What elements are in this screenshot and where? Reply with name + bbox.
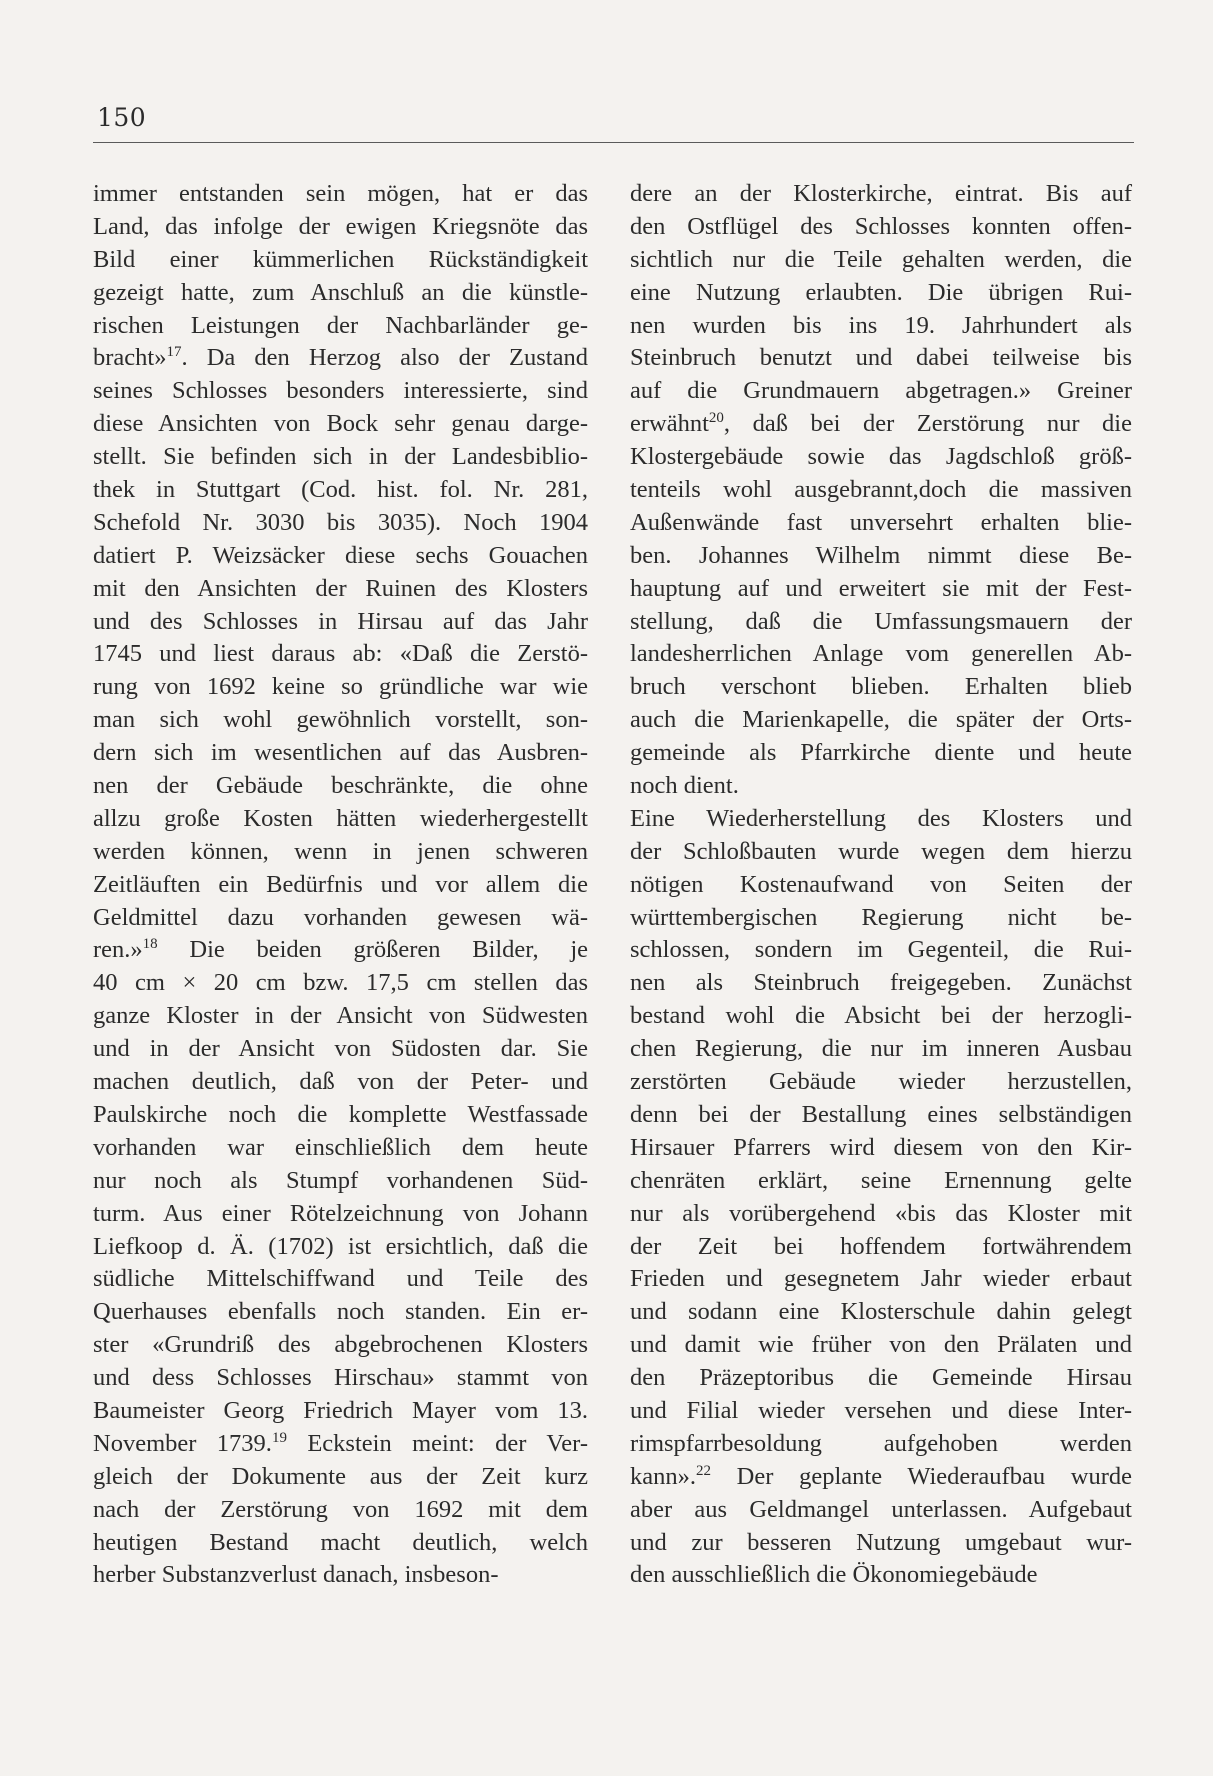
text-line: Geldmittel dazu vorhanden gewesen wä- bbox=[93, 903, 588, 931]
text-line: datiert P. Weizsäcker diese sechs Gouachen bbox=[93, 541, 588, 569]
text-line: werden können, wenn in jenen schweren bbox=[93, 837, 588, 865]
footnote-marker: 18 bbox=[142, 936, 158, 953]
text-line: Außenwände fast unversehrt erhalten blie- bbox=[630, 508, 1132, 536]
text-line: heutigen Bestand macht deutlich, welch bbox=[93, 1528, 588, 1556]
text-line: der Schloßbauten wurde wegen dem hierzu bbox=[630, 837, 1132, 865]
text-line: nen wurden bis ins 19. Jahrhundert als bbox=[630, 311, 1132, 339]
text-line: ben. Johannes Wilhelm nimmt diese Be- bbox=[630, 541, 1132, 569]
text-line: Liefkoop d. Ä. (1702) ist ersichtlich, daß die bbox=[93, 1232, 588, 1260]
text-line: und in der Ansicht von Südosten dar. Sie bbox=[93, 1035, 588, 1063]
text-line: nen als Steinbruch freigegeben. Zunächst bbox=[630, 969, 1132, 997]
text-line: stellung, daß die Umfassungsmauern der bbox=[630, 607, 1132, 635]
text-segment: Die beiden größeren Bilder, je bbox=[157, 936, 588, 964]
text-line bbox=[93, 934, 588, 967]
header-rule bbox=[93, 142, 1134, 143]
text-line: chen Regierung, die nur im inneren Ausbau bbox=[630, 1035, 1132, 1063]
text-line: nen der Gebäude beschränkte, die ohne bbox=[93, 772, 588, 800]
text-line: und zur besseren Nutzung umgebaut wur- bbox=[630, 1528, 1132, 1556]
text-line: mit den Ansichten der Ruinen des Klosters bbox=[93, 574, 588, 602]
footnote-marker: 19 bbox=[271, 1429, 287, 1446]
text-line: denn bei der Bestallung eines selbständigen bbox=[630, 1100, 1132, 1128]
text-line: aber aus Geldmangel unterlassen. Aufgebaut bbox=[630, 1495, 1132, 1523]
text-line: und sodann eine Klosterschule dahin gelegt bbox=[630, 1298, 1132, 1326]
text-line bbox=[93, 342, 588, 375]
page-number: 150 bbox=[97, 103, 147, 132]
text-segment: kann». bbox=[630, 1462, 696, 1490]
text-segment: , daß bei der Zerstörung nur die bbox=[723, 410, 1132, 438]
text-line: sichtlich nur die Teile gehalten werden, die bbox=[630, 245, 1132, 273]
text-line: gezeigt hatte, zum Anschluß an die künstle- bbox=[93, 278, 588, 306]
text-segment: November 1739. bbox=[93, 1429, 272, 1457]
text-line: Land, das infolge der ewigen Kriegsnöte das bbox=[93, 212, 588, 240]
text-line: herber Substanzverlust danach, insbeson- bbox=[93, 1561, 499, 1589]
text-line: südliche Mittelschiffwand und Teile des bbox=[93, 1265, 588, 1293]
text-line: Hirsauer Pfarrers wird diesem von den Kir- bbox=[630, 1133, 1132, 1161]
text-line bbox=[630, 408, 1132, 441]
text-line: dern sich im wesentlichen auf das Ausbren- bbox=[93, 739, 588, 767]
text-line: gleich der Dokumente aus der Zeit kurz bbox=[93, 1462, 588, 1490]
text-line: stellt. Sie befinden sich in der Landesbiblio- bbox=[93, 443, 588, 471]
text-line: den Präzeptoribus die Gemeinde Hirsau bbox=[630, 1364, 1132, 1392]
text-line: Frieden und gesegnetem Jahr wieder erbaut bbox=[630, 1265, 1132, 1293]
text-line: württembergischen Regierung nicht be- bbox=[630, 903, 1132, 931]
text-line: vorhanden war einschließlich dem heute bbox=[93, 1133, 588, 1161]
text-line: und damit wie früher von den Prälaten und bbox=[630, 1331, 1132, 1359]
text-line: nur als vorübergehend «bis das Kloster mit bbox=[630, 1199, 1132, 1227]
text-line: 40 cm × 20 cm bzw. 17,5 cm stellen das bbox=[93, 969, 588, 997]
text-line: machen deutlich, daß von der Peter- und bbox=[93, 1068, 588, 1096]
text-segment: . Da den Herzog also der Zustand bbox=[181, 344, 588, 372]
text-line: rung von 1692 keine so gründliche war wie bbox=[93, 673, 588, 701]
text-line: Klostergebäude sowie das Jagdschloß größ- bbox=[630, 443, 1132, 471]
text-line: der Zeit bei hoffendem fortwährendem bbox=[630, 1232, 1132, 1260]
text-line: noch dient. bbox=[630, 772, 739, 800]
footnote-marker: 22 bbox=[696, 1462, 711, 1479]
text-line: zerstörten Gebäude wieder herzustellen, bbox=[630, 1068, 1132, 1096]
text-line: schlossen, sondern im Gegenteil, die Rui- bbox=[630, 936, 1132, 964]
text-line: nur noch als Stumpf vorhandenen Süd- bbox=[93, 1166, 588, 1194]
text-line: nach der Zerstörung von 1692 mit dem bbox=[93, 1495, 588, 1523]
text-line: Baumeister Georg Friedrich Mayer vom 13. bbox=[93, 1396, 588, 1424]
text-segment: ren.» bbox=[93, 936, 143, 964]
text-line: seines Schlosses besonders interessierte, sind bbox=[93, 377, 588, 405]
text-line: und Filial wieder versehen und diese Inter- bbox=[630, 1396, 1132, 1424]
text-line: ganze Kloster in der Ansicht von Südwesten bbox=[93, 1002, 588, 1030]
text-line bbox=[93, 1428, 588, 1461]
text-line: landesherrlichen Anlage vom generellen Ab- bbox=[630, 640, 1132, 668]
text-line: thek in Stuttgart (Cod. hist. fol. Nr. 281, bbox=[93, 476, 588, 504]
text-line: Steinbruch benutzt und dabei teilweise bis bbox=[630, 344, 1132, 372]
text-line: auf die Grundmauern abgetragen.» Greiner bbox=[630, 377, 1132, 405]
text-line: Zeitläuften ein Bedürfnis und vor allem die bbox=[93, 870, 588, 898]
text-line: tenteils wohl ausgebrannt,doch die massiven bbox=[630, 476, 1132, 504]
text-line: und dess Schlosses Hirschau» stammt von bbox=[93, 1364, 588, 1392]
footnote-marker: 20 bbox=[708, 410, 724, 427]
right-text-column bbox=[630, 178, 1132, 1592]
text-segment: erwähnt bbox=[630, 410, 709, 438]
text-line: allzu große Kosten hätten wiederhergestellt bbox=[93, 804, 588, 832]
text-line: Querhauses ebenfalls noch standen. Ein er- bbox=[93, 1298, 588, 1326]
text-line: den Ostflügel des Schlosses konnten offen- bbox=[630, 212, 1132, 240]
text-segment: Der geplante Wiederaufbau wurde bbox=[711, 1462, 1132, 1490]
text-line: turm. Aus einer Rötelzeichnung von Johann bbox=[93, 1199, 588, 1227]
text-line: und des Schlosses in Hirsau auf das Jahr bbox=[93, 607, 588, 635]
footnote-marker: 17 bbox=[166, 344, 182, 361]
text-line: rimspfarrbesoldung aufgehoben werden bbox=[630, 1429, 1132, 1457]
text-line: man sich wohl gewöhnlich vorstellt, son- bbox=[93, 706, 588, 734]
text-line: Paulskirche noch die komplette Westfassade bbox=[93, 1100, 588, 1128]
text-line: dere an der Klosterkirche, eintrat. Bis auf bbox=[630, 180, 1132, 207]
text-line: bruch verschont blieben. Erhalten blieb bbox=[630, 673, 1132, 701]
text-line: diese Ansichten von Bock sehr genau darge- bbox=[93, 410, 588, 438]
text-line: nötigen Kostenaufwand von Seiten der bbox=[630, 870, 1132, 898]
text-line: den ausschließlich die Ökonomiegebäude bbox=[630, 1561, 1038, 1589]
text-line: Bild einer kümmerlichen Rückständigkeit bbox=[93, 245, 588, 273]
text-line: hauptung auf und erweitert sie mit der Fest- bbox=[630, 574, 1132, 602]
text-line: Schefold Nr. 3030 bis 3035). Noch 1904 bbox=[93, 508, 588, 536]
text-line: 1745 und liest daraus ab: «Daß die Zerstö- bbox=[93, 640, 588, 668]
text-segment: bracht» bbox=[93, 344, 167, 372]
text-line: auch die Marienkapelle, die später der Orts- bbox=[630, 706, 1132, 734]
text-line bbox=[630, 1461, 1132, 1494]
text-line: ster «Grundriß des abgebrochenen Klosters bbox=[93, 1331, 588, 1359]
text-line: Eine Wiederherstellung des Klosters und bbox=[630, 804, 1132, 832]
text-line: rischen Leistungen der Nachbarländer ge- bbox=[93, 311, 588, 339]
text-line: chenräten erklärt, seine Ernennung gelte bbox=[630, 1166, 1132, 1194]
left-text-column bbox=[93, 178, 588, 1592]
text-line: eine Nutzung erlaubten. Die übrigen Rui- bbox=[630, 278, 1132, 306]
text-segment: Eckstein meint: der Ver- bbox=[286, 1429, 588, 1457]
text-line: immer entstanden sein mögen, hat er das bbox=[93, 180, 588, 207]
text-line: gemeinde als Pfarrkirche diente und heute bbox=[630, 739, 1132, 767]
text-line: bestand wohl die Absicht bei der herzogli- bbox=[630, 1002, 1132, 1030]
